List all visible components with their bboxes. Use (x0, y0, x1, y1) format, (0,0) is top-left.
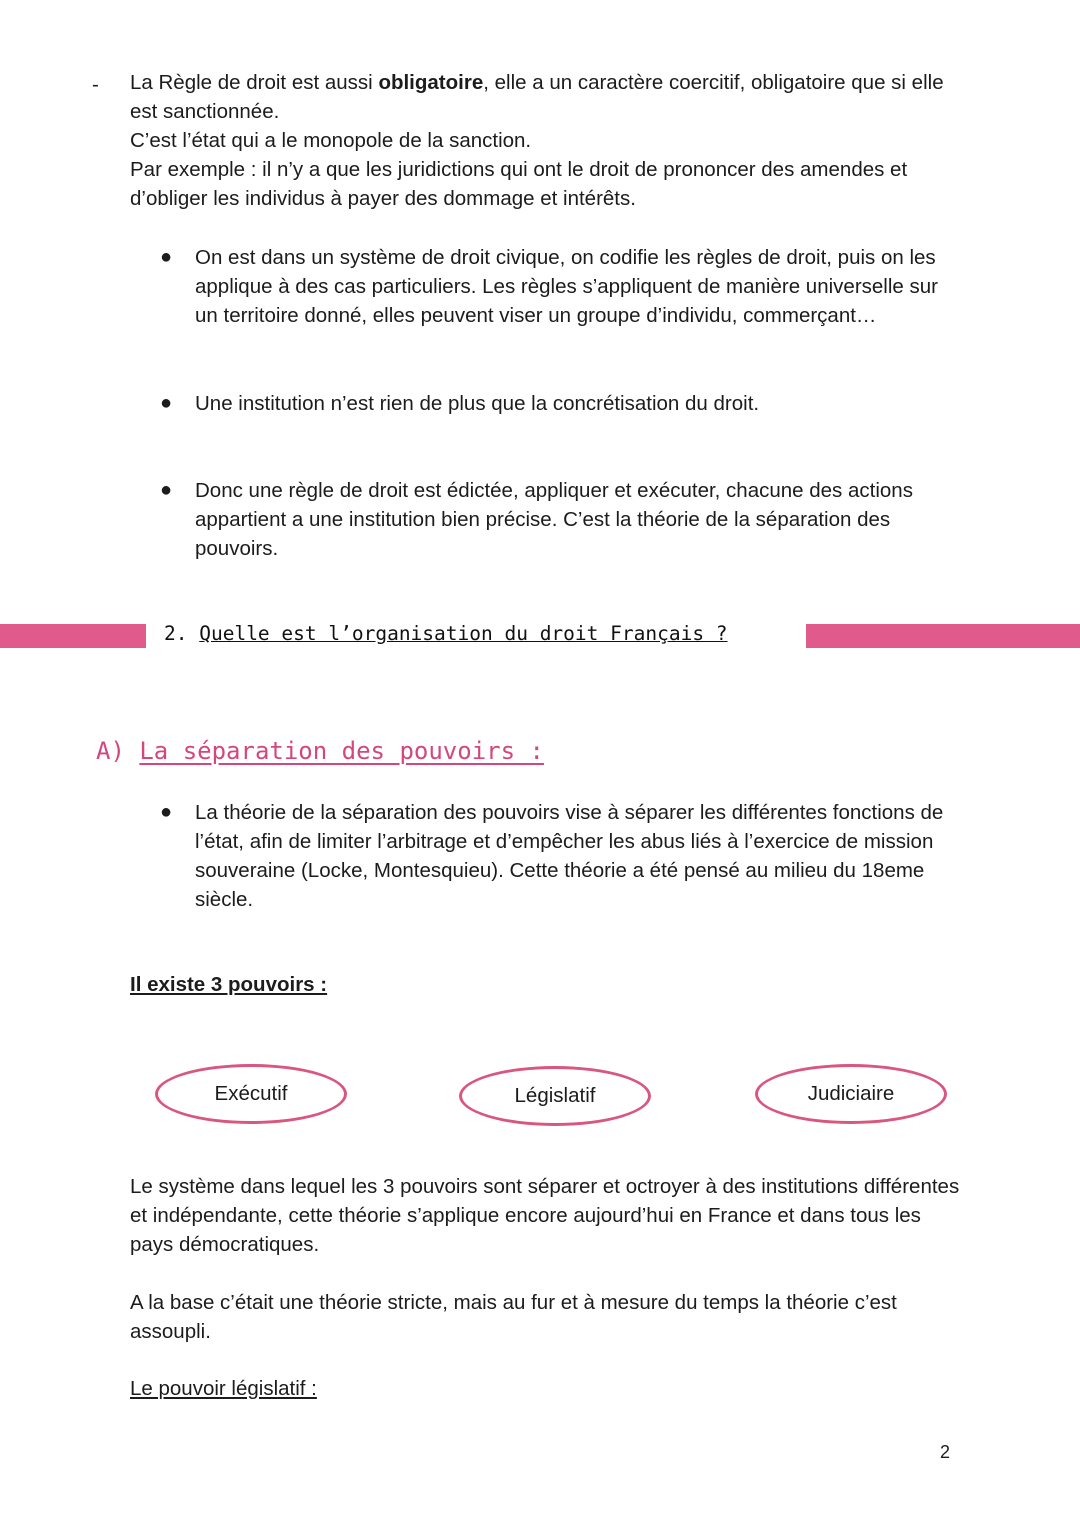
page-number: 2 (940, 1442, 951, 1462)
list-dash: - (92, 73, 99, 96)
intro-paragraph (130, 68, 970, 213)
pouvoir-judiciaire-oval: Judiciaire (755, 1064, 947, 1124)
intro-line2: C’est l’état qui a le monopole de la sanction. (130, 129, 532, 152)
pouvoir-executif-oval: Exécutif (155, 1064, 347, 1124)
bullet-icon: ● (160, 479, 173, 501)
bullet-icon: ● (160, 801, 173, 823)
paragraph-systeme: Le système dans lequel les 3 pouvoirs sont séparer et octroyer à des institutions différentes et indépendante, cette théorie s’applique encore aujourd’hui en France et dans tous les pays démocratiques. (130, 1175, 960, 1256)
bullet-icon: ● (160, 246, 173, 268)
legislatif-heading: Le pouvoir législatif : (130, 1377, 317, 1400)
pouvoir-legislatif-oval: Législatif (459, 1066, 651, 1126)
section-band-right (806, 624, 1080, 648)
bullet-icon: ● (160, 392, 173, 414)
section-a-heading: A) La séparation des pouvoirs : (96, 737, 544, 765)
pouvoirs-heading: Il existe 3 pouvoirs : (130, 973, 328, 996)
intro-line1: La Règle de droit est aussi obligatoire, elle a un caractère coercitif, obligatoire que si elle est sanctionnée. (130, 71, 944, 123)
section-band-left (0, 624, 146, 648)
paragraph-theorie: A la base c’était une théorie stricte, mais au fur et à mesure du temps la théorie c’est assoupli. (130, 1291, 897, 1343)
bold-obligatoire: obligatoire (378, 71, 484, 94)
section-2-heading: 2. Quelle est l’organisation du droit Français ? (158, 619, 734, 649)
intro-line3: Par exemple : il n’y a que les juridictions qui ont le droit de prononcer des amendes et d’obliger les individus à payer des dommage et intérêts. (130, 158, 908, 210)
